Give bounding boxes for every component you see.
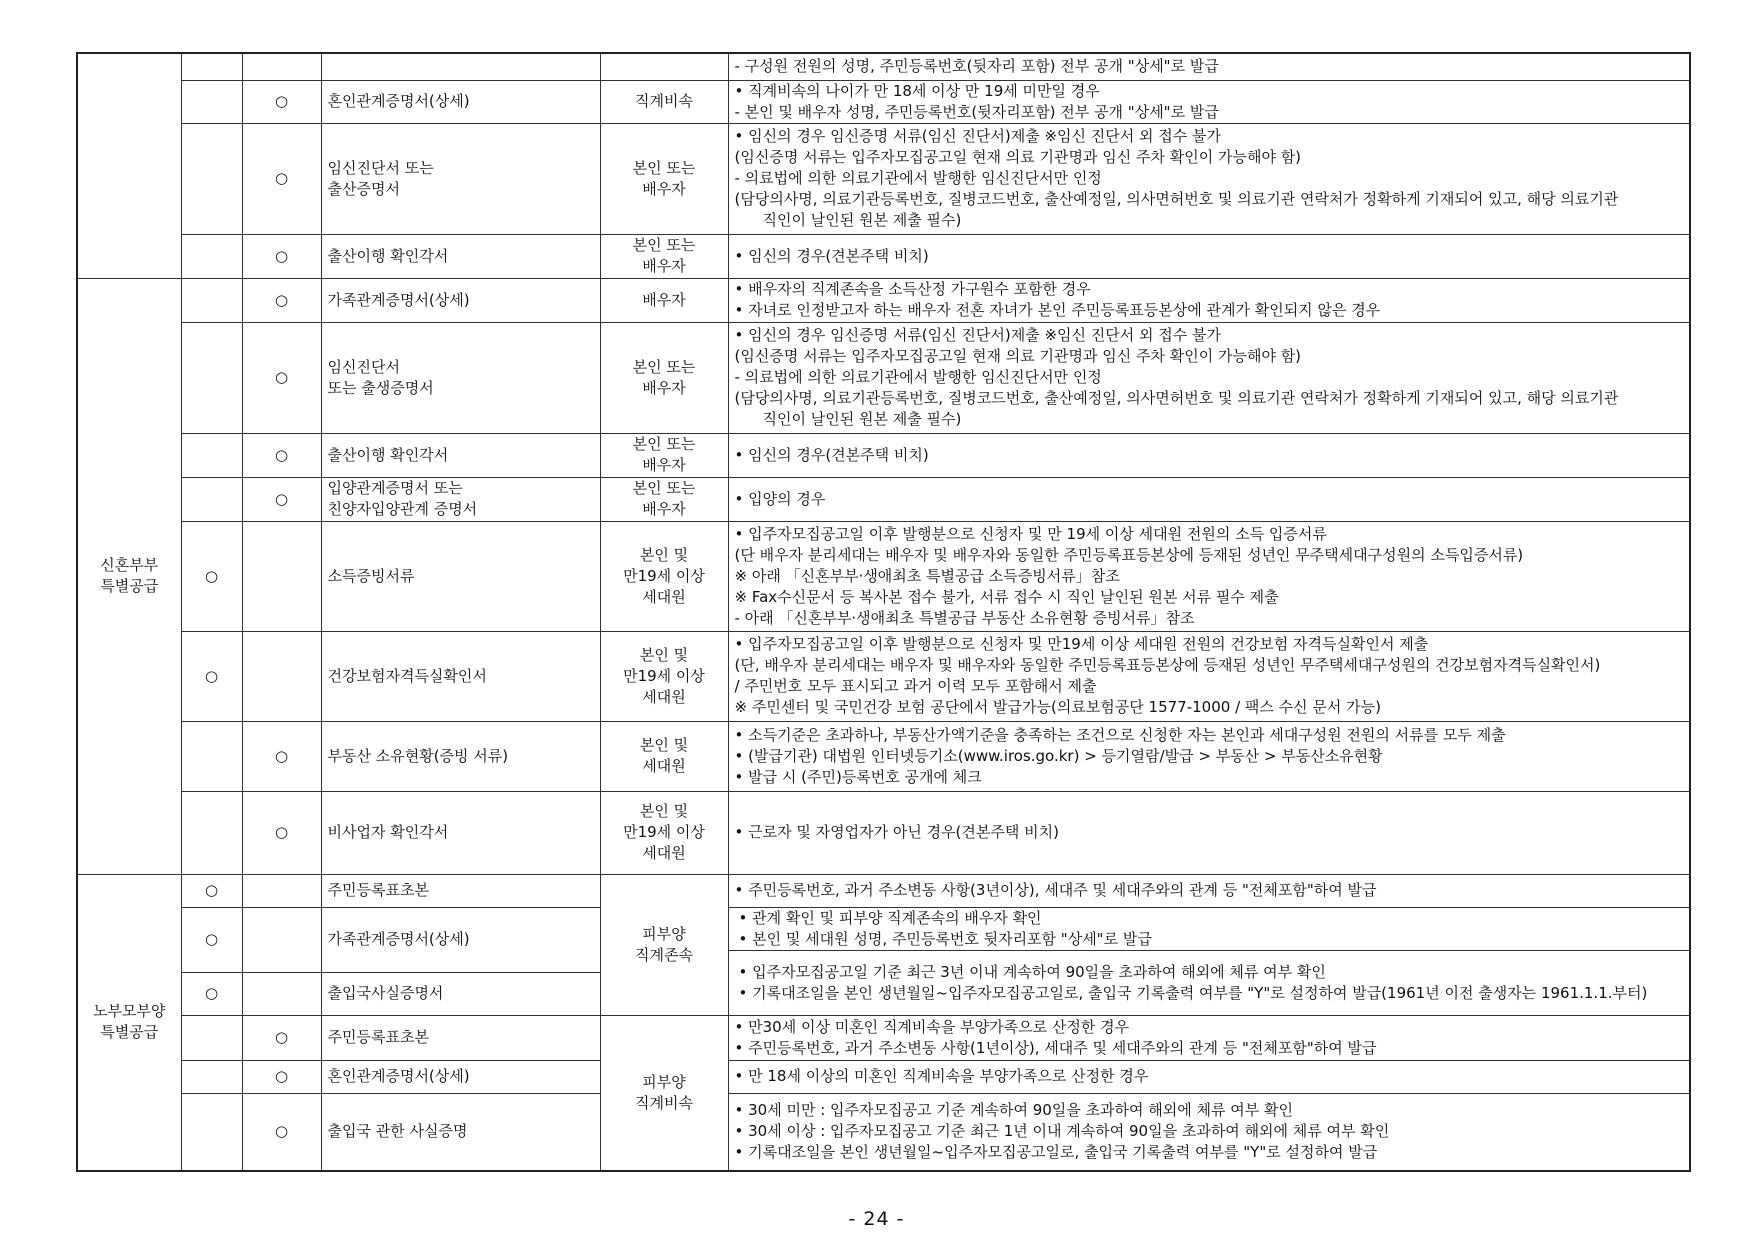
category-label: 신혼부부 <box>100 556 159 574</box>
mark-cell-conditional <box>242 791 321 874</box>
table-row <box>77 521 1690 631</box>
target-text: 본인 또는 <box>632 479 696 497</box>
note-line: • 입주자모집공고일 이후 발행분으로 신청자 및 만19세 이상 세대원 전원의 건강보험 자격득실확인서 제출 <box>734 635 1429 653</box>
document-name-cell <box>321 1060 600 1093</box>
note-line: 직인이 날인된 원본 제출 필수) <box>762 211 962 229</box>
target-cell <box>600 433 728 477</box>
target-cell <box>600 477 728 521</box>
document-name: 출입국사실증명서 <box>327 984 444 1003</box>
document-name: 임신진단서 <box>327 357 400 376</box>
mark-cell-required <box>181 234 242 278</box>
note-line: • 30세 미만 : 입주자모집공고 기준 계속하여 90일을 초과하여 해외에 체류 여부 확인 <box>734 1101 1293 1120</box>
document-name: 출입국 관한 사실증명 <box>327 1122 468 1141</box>
mark-cell-conditional <box>242 123 321 234</box>
document-name: 출산증명서 <box>327 179 400 198</box>
circle-mark: ○ <box>274 1122 289 1141</box>
document-name: 또는 출생증명서 <box>327 378 434 397</box>
mark-cell-required <box>181 631 242 721</box>
target-text: 세대원 <box>642 844 686 862</box>
note-cell <box>728 874 1690 907</box>
note-line: • 입양의 경우 <box>734 489 826 508</box>
target-cell <box>600 53 728 80</box>
mark-cell-required <box>181 1015 242 1060</box>
note-cell <box>728 433 1690 477</box>
table-row <box>77 53 1690 80</box>
table-row <box>77 907 1690 973</box>
note-line: - 의료법에 의한 의료기관에서 발행한 임신진단서만 인정 <box>734 169 1102 187</box>
circle-mark: ○ <box>274 368 289 386</box>
target-cell <box>600 1015 728 1171</box>
target-text: 피부양 <box>642 924 686 943</box>
table-row <box>77 1093 1690 1171</box>
note-line: • 본인 및 세대원 성명, 주민등록번호 뒷자리포함 "상세"로 발급 <box>738 929 1152 948</box>
target-text: 세대원 <box>642 757 686 775</box>
mark-cell-required <box>181 791 242 874</box>
circle-mark: ○ <box>274 489 289 508</box>
note-cell <box>728 1060 1690 1093</box>
mark-cell-required <box>181 907 242 973</box>
target-text: 배우자 <box>642 500 686 518</box>
note-line: • 만 18세 이상의 미혼인 직계비속을 부양가족으로 산정한 경우 <box>734 1067 1149 1085</box>
note-line: • 근로자 및 자영업자가 아닌 경우(견본주택 비치) <box>734 823 1059 841</box>
note-line: • 직계비속의 나이가 만 18세 이상 만 19세 미만일 경우 <box>734 81 1100 100</box>
circle-mark: ○ <box>274 169 289 187</box>
note-line: • (발급기관) 대법원 인터넷등기소(www.iros.go.kr) > 등기열람/발급 > 부동산 > 부동산소유현황 <box>734 746 1383 765</box>
target-text: 본인 및 <box>639 802 689 820</box>
note-line: ※ Fax수신문서 등 복사본 접수 불가, 서류 접수 시 직인 날인된 원본 서류 필수 제출 <box>734 587 1279 606</box>
target-text: 만19세 이상 <box>623 566 705 585</box>
note-line: • 주민등록번호, 과거 주소변동 사항(3년이상), 세대주 및 세대주와의 관계 등 "전체포함"하여 발급 <box>734 881 1377 899</box>
note-cell <box>728 80 1690 123</box>
mark-cell-required <box>181 477 242 521</box>
page-number: - 24 - <box>848 1208 905 1230</box>
note-cell <box>728 322 1690 433</box>
note-cell <box>728 234 1690 278</box>
mark-cell-conditional <box>242 477 321 521</box>
category-cell-elderly <box>77 874 181 1171</box>
note-block <box>729 908 1690 950</box>
target-text: 본인 또는 <box>632 357 696 376</box>
note-split <box>729 908 1690 1015</box>
circle-mark: ○ <box>274 1028 289 1046</box>
target-text: 만19세 이상 <box>623 823 705 841</box>
document-name: 주민등록표초본 <box>327 1028 429 1046</box>
mark-cell-conditional <box>242 234 321 278</box>
document-name-cell <box>321 631 600 721</box>
circle-mark: ○ <box>204 566 219 585</box>
target-cell <box>600 874 728 1015</box>
target-cell <box>600 123 728 234</box>
note-line: ※ 주민센터 및 국민건강 보험 공단에서 발급가능(의료보험공단 1577-1000 / 팩스 수신 문서 가능) <box>734 698 1381 716</box>
target-text: 본인 또는 <box>632 435 696 453</box>
note-block <box>729 950 1690 1015</box>
mark-cell-required <box>181 80 242 123</box>
mark-cell-conditional <box>242 1060 321 1093</box>
table-row <box>77 234 1690 278</box>
document-name: 건강보험자격득실확인서 <box>327 666 487 685</box>
document-name-cell <box>321 907 600 973</box>
document-name: 부동산 소유현황(증빙 서류) <box>327 746 509 765</box>
circle-mark: ○ <box>274 290 289 309</box>
document-name: 가족관계증명서(상세) <box>327 930 470 949</box>
circle-mark: ○ <box>274 246 289 265</box>
note-line: • 발급 시 (주민)등록번호 공개에 체크 <box>734 767 982 786</box>
note-cell <box>728 907 1690 1015</box>
note-line: • 입주자모집공고일 이후 발행분으로 신청자 및 만 19세 이상 세대원 전원의 소득 입증서류 <box>734 524 1327 543</box>
circle-mark: ○ <box>274 1067 289 1085</box>
document-name-cell <box>321 433 600 477</box>
mark-cell-required <box>181 278 242 322</box>
circle-mark: ○ <box>204 881 219 899</box>
note-line: - 본인 및 배우자 성명, 주민등록번호(뒷자리포함) 전부 공개 "상세"로 발급 <box>734 102 1219 121</box>
mark-cell-required <box>181 433 242 477</box>
mark-cell-required <box>181 874 242 907</box>
note-cell <box>728 1093 1690 1171</box>
mark-cell-conditional <box>242 907 321 973</box>
document-name: 소득증빙서류 <box>327 566 415 585</box>
document-name-cell <box>321 53 600 80</box>
target-text: 배우자 <box>642 290 686 309</box>
target-text: 배우자 <box>642 257 686 275</box>
note-line: • 임신의 경우 임신증명 서류(임신 진단서)제출 ※임신 진단서 외 접수 불가 <box>734 127 1222 145</box>
table-row <box>77 477 1690 521</box>
note-line: (임신증명 서류는 입주자모집공고일 현재 의료 기관명과 임신 주차 확인이 가능해야 함) <box>734 347 1302 365</box>
target-cell <box>600 234 728 278</box>
mark-cell-required <box>181 123 242 234</box>
note-line: - 아래 「신혼부부·생애최초 특별공급 부동산 소유현황 증빙서류」참조 <box>734 608 1195 627</box>
note-cell <box>728 1015 1690 1060</box>
mark-cell-required <box>181 1060 242 1093</box>
document-name-cell <box>321 973 600 1015</box>
mark-cell-conditional <box>242 53 321 80</box>
target-text: 만19세 이상 <box>623 666 705 685</box>
mark-cell-conditional <box>242 1093 321 1171</box>
document-name-cell <box>321 80 600 123</box>
mark-cell-required <box>181 53 242 80</box>
document-name-cell <box>321 791 600 874</box>
mark-cell-conditional <box>242 278 321 322</box>
note-line: • 30세 이상 : 입주자모집공고 기준 최근 1년 이내 계속하여 90일을 초과하여 해외에 체류 여부 확인 <box>734 1122 1390 1141</box>
target-text: 세대원 <box>642 687 686 706</box>
document-name-cell <box>321 477 600 521</box>
note-line: • 임신의 경우(견본주택 비치) <box>734 445 929 464</box>
note-line: (단 배우자 분리세대는 배우자 및 배우자와 동일한 주민등록표등본상에 등재된 성년인 무주택세대구성원의 소득입증서류) <box>734 545 1524 564</box>
table-row <box>77 123 1690 234</box>
note-line: • 소득기준은 초과하나, 부동산가액기준을 충족하는 조건으로 신청한 자는 본인과 세대구성원 전원의 서류를 모두 제출 <box>734 725 1506 744</box>
mark-cell-required <box>181 322 242 433</box>
note-line: • 배우자의 직계존속을 소득산정 가구원수 포함한 경우 <box>734 280 1091 298</box>
target-text: 본인 및 <box>639 545 689 564</box>
note-line: • 만30세 이상 미혼인 직계비속을 부양가족으로 산정한 경우 <box>734 1017 1130 1036</box>
table-row <box>77 721 1690 791</box>
mark-cell-conditional <box>242 1015 321 1060</box>
document-name-cell <box>321 1093 600 1171</box>
circle-mark: ○ <box>204 984 219 1003</box>
target-text: 세대원 <box>642 587 686 606</box>
target-cell <box>600 721 728 791</box>
note-line: • 임신의 경우(견본주택 비치) <box>734 246 929 265</box>
document-name: 혼인관계증명서(상세) <box>327 1067 470 1085</box>
circle-mark: ○ <box>274 823 289 841</box>
mark-cell-required <box>181 521 242 631</box>
document-name: 주민등록표초본 <box>327 881 429 899</box>
target-text: 본인 또는 <box>632 236 696 254</box>
circle-mark: ○ <box>274 445 289 464</box>
note-line: • 기록대조일을 본인 생년월일~입주자모집공고일로, 출입국 기록출력 여부를 "Y"로 설정하여 발급(1961년 이전 출생자는 1961.1.1.부터) <box>738 983 1648 1002</box>
circle-mark: ○ <box>274 746 289 765</box>
note-line: 직인이 날인된 원본 제출 필수) <box>762 410 962 428</box>
document-name: 혼인관계증명서(상세) <box>327 92 470 110</box>
category-label: 특별공급 <box>100 577 159 595</box>
table-row <box>77 433 1690 477</box>
note-line: • 관계 확인 및 피부양 직계존속의 배우자 확인 <box>738 908 1042 927</box>
circle-mark: ○ <box>274 92 289 110</box>
target-text: 본인 및 <box>639 645 689 664</box>
note-line: / 주민번호 모두 표시되고 과거 이력 모두 포함해서 제출 <box>734 677 1097 695</box>
category-cell-newlywed <box>77 278 181 874</box>
target-text: 피부양 <box>642 1072 686 1091</box>
note-cell <box>728 791 1690 874</box>
document-name-cell <box>321 1015 600 1060</box>
mark-cell-required <box>181 721 242 791</box>
target-text: 배우자 <box>642 179 686 198</box>
note-cell <box>728 477 1690 521</box>
note-cell <box>728 721 1690 791</box>
document-name-cell <box>321 874 600 907</box>
target-text: 직계비속 <box>635 92 693 110</box>
circle-mark: ○ <box>204 930 219 949</box>
mark-cell-conditional <box>242 874 321 907</box>
note-line: (단, 배우자 분리세대는 배우자 및 배우자와 동일한 주민등록표등본상에 등재된 성년인 무주택세대구성원의 건강보험자격득실확인서) <box>734 656 1601 674</box>
mark-cell-conditional <box>242 433 321 477</box>
note-line: • 임신의 경우 임신증명 서류(임신 진단서)제출 ※임신 진단서 외 접수 불가 <box>734 326 1222 344</box>
note-line: - 구성원 전원의 성명, 주민등록번호(뒷자리 포함) 전부 공개 "상세"로 발급 <box>734 57 1219 76</box>
document-name-cell <box>321 322 600 433</box>
document-name: 비사업자 확인각서 <box>327 823 449 841</box>
note-cell <box>728 278 1690 322</box>
document-name: 친양자입양관계 증명서 <box>327 500 478 518</box>
note-line: • 주민등록번호, 과거 주소변동 사항(1년이상), 세대주 및 세대주와의 관계 등 "전체포함"하여 발급 <box>734 1038 1377 1057</box>
note-cell <box>728 521 1690 631</box>
document-name: 출산이행 확인각서 <box>327 246 449 265</box>
document-name: 가족관계증명서(상세) <box>327 290 470 309</box>
mark-cell-conditional <box>242 721 321 791</box>
note-line: (담당의사명, 의료기관등록번호, 질병코드번호, 출산예정일, 의사면허번호 및 의료기관 연락처가 정확하게 기재되어 있고, 해당 의료기관 <box>734 389 1619 407</box>
target-text: 직계비속 <box>635 1093 693 1112</box>
note-cell <box>728 631 1690 721</box>
table-row <box>77 631 1690 721</box>
mark-cell-required <box>181 1093 242 1171</box>
table-row <box>77 1060 1690 1093</box>
note-line: • 자녀로 인정받고자 하는 배우자 전혼 자녀가 본인 주민등록표등본상에 관계가 확인되지 않은 경우 <box>734 301 1381 319</box>
document-name-cell <box>321 234 600 278</box>
target-text: 배우자 <box>642 378 686 397</box>
table-row <box>77 322 1690 433</box>
note-line: • 입주자모집공고일 기준 최근 3년 이내 계속하여 90일을 초과하여 해외에 체류 여부 확인 <box>738 962 1326 981</box>
mark-cell-conditional <box>242 631 321 721</box>
table-row <box>77 874 1690 907</box>
table-row <box>77 80 1690 123</box>
document-name-cell <box>321 123 600 234</box>
note-line: • 기록대조일을 본인 생년월일~입주자모집공고일로, 출입국 기록출력 여부를 "Y"로 설정하여 발급 <box>734 1143 1378 1162</box>
note-cell <box>728 123 1690 234</box>
table-row <box>77 791 1690 874</box>
category-cell-blank <box>77 53 181 278</box>
target-cell <box>600 631 728 721</box>
target-text: 본인 또는 <box>632 158 696 177</box>
circle-mark: ○ <box>204 666 219 685</box>
target-cell <box>600 322 728 433</box>
note-line: (임신증명 서류는 입주자모집공고일 현재 의료 기관명과 임신 주차 확인이 가능해야 함) <box>734 148 1302 166</box>
target-cell <box>600 278 728 322</box>
document-name: 임신진단서 또는 <box>327 158 434 177</box>
note-line: - 의료법에 의한 의료기관에서 발행한 임신진단서만 인정 <box>734 368 1102 386</box>
mark-cell-conditional <box>242 322 321 433</box>
target-text: 직계존속 <box>635 945 693 964</box>
table-row <box>77 278 1690 322</box>
target-cell <box>600 521 728 631</box>
document-requirements-table <box>76 52 1691 1172</box>
document-name: 출산이행 확인각서 <box>327 445 449 464</box>
mark-cell-required <box>181 973 242 1015</box>
table-row <box>77 1015 1690 1060</box>
mark-cell-conditional <box>242 80 321 123</box>
note-cell <box>728 53 1690 80</box>
target-cell <box>600 791 728 874</box>
mark-cell-conditional <box>242 973 321 1015</box>
note-line: ※ 아래 「신혼부부·생애최초 특별공급 소득증빙서류」참조 <box>734 566 1120 585</box>
target-cell <box>600 80 728 123</box>
note-line: (담당의사명, 의료기관등록번호, 질병코드번호, 출산예정일, 의사면허번호 및 의료기관 연락처가 정확하게 기재되어 있고, 해당 의료기관 <box>734 190 1619 208</box>
document-name: 입양관계증명서 또는 <box>327 479 463 497</box>
target-text: 배우자 <box>642 456 686 474</box>
document-name-cell <box>321 521 600 631</box>
category-label: 특별공급 <box>100 1023 159 1042</box>
document-name-cell <box>321 278 600 322</box>
target-text: 본인 및 <box>639 736 689 754</box>
mark-cell-conditional <box>242 521 321 631</box>
document-name-cell <box>321 721 600 791</box>
category-label: 노부모부양 <box>93 1002 166 1021</box>
